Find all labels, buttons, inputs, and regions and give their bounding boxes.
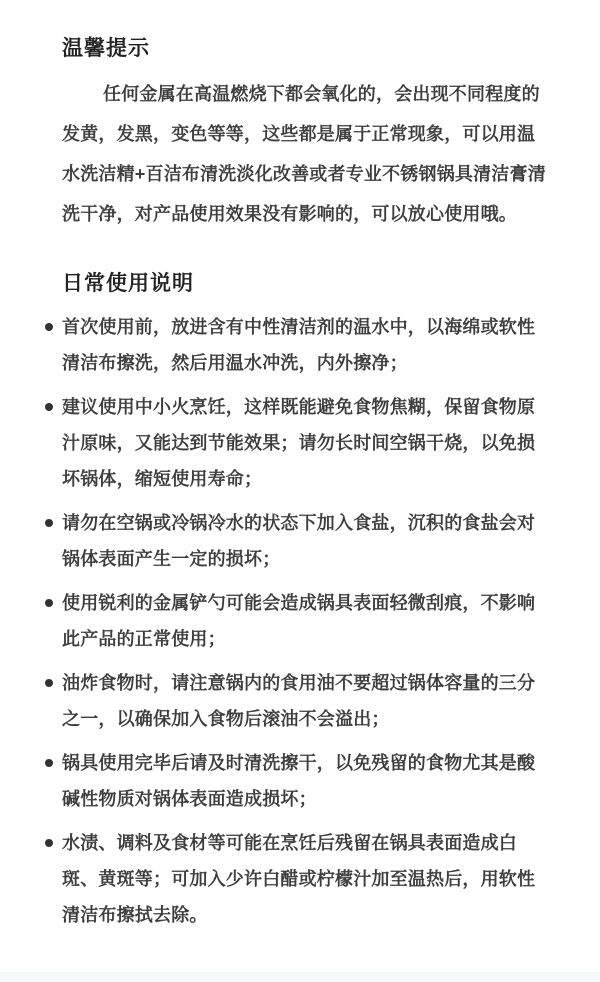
bullet-dot-icon	[45, 323, 53, 331]
usage-list-item	[62, 825, 548, 933]
usage-list-item	[62, 389, 548, 497]
section-title-daily-usage: 日常使用说明	[62, 272, 194, 295]
bullet-dot-icon	[45, 839, 53, 847]
usage-item-text: 建议使用中小火烹饪，这样既能避免食物焦糊，保留食物原汁原味，又能达到节能效果；请勿长时间空锅干烧，以免损坏锅体，缩短使用寿命；	[62, 397, 536, 489]
usage-list-item	[62, 665, 548, 737]
bullet-dot-icon	[45, 679, 53, 687]
bullet-dot-icon	[45, 519, 53, 527]
usage-list-item	[62, 585, 548, 657]
usage-item-text: 请勿在空锅或冷锅冷水的状态下加入食盐，沉积的食盐会对锅体表面产生一定的损坏；	[62, 513, 536, 569]
usage-item-text: 首次使用前，放进含有中性清洁剂的温水中，以海绵或软性清洁布擦洗，然后用温水冲洗，内外擦净；	[62, 317, 536, 373]
bottom-edge-band	[0, 972, 600, 982]
usage-item-text: 油炸食物时，请注意锅内的食用油不要超过锅体容量的三分之一，以确保加入食物后滚油不会溢出；	[62, 673, 536, 729]
usage-list-item	[62, 309, 548, 381]
bullet-dot-icon	[45, 759, 53, 767]
usage-list-item	[62, 505, 548, 577]
warm-tips-paragraph: 任何金属在高温燃烧下都会氧化的，会出现不同程度的发黄，发黑，变色等等，这些都是属于正常现象，可以用温水洗洁精+百洁布清洗淡化改善或者专业不锈钢锅具清洁膏清洗干净，对产品使用效果没有影响的，可以放心使用哦。	[62, 84, 546, 224]
usage-item-text: 锅具使用完毕后请及时清洗擦干，以免残留的食物尤其是酸碱性物质对锅体表面造成损坏；	[62, 753, 536, 809]
usage-instructions-list	[62, 309, 548, 933]
section-title-warm-tips: 温馨提示	[62, 37, 150, 60]
usage-list-item	[62, 745, 548, 817]
usage-item-text: 水渍、调料及食材等可能在烹饪后残留在锅具表面造成白斑、黄斑等；可加入少许白醋或柠檬汁加至温热后，用软性清洁布擦拭去除。	[62, 833, 536, 925]
bullet-dot-icon	[45, 599, 53, 607]
bullet-dot-icon	[45, 403, 53, 411]
usage-item-text: 使用锐利的金属铲勺可能会造成锅具表面轻微刮痕，不影响此产品的正常使用；	[62, 593, 536, 649]
